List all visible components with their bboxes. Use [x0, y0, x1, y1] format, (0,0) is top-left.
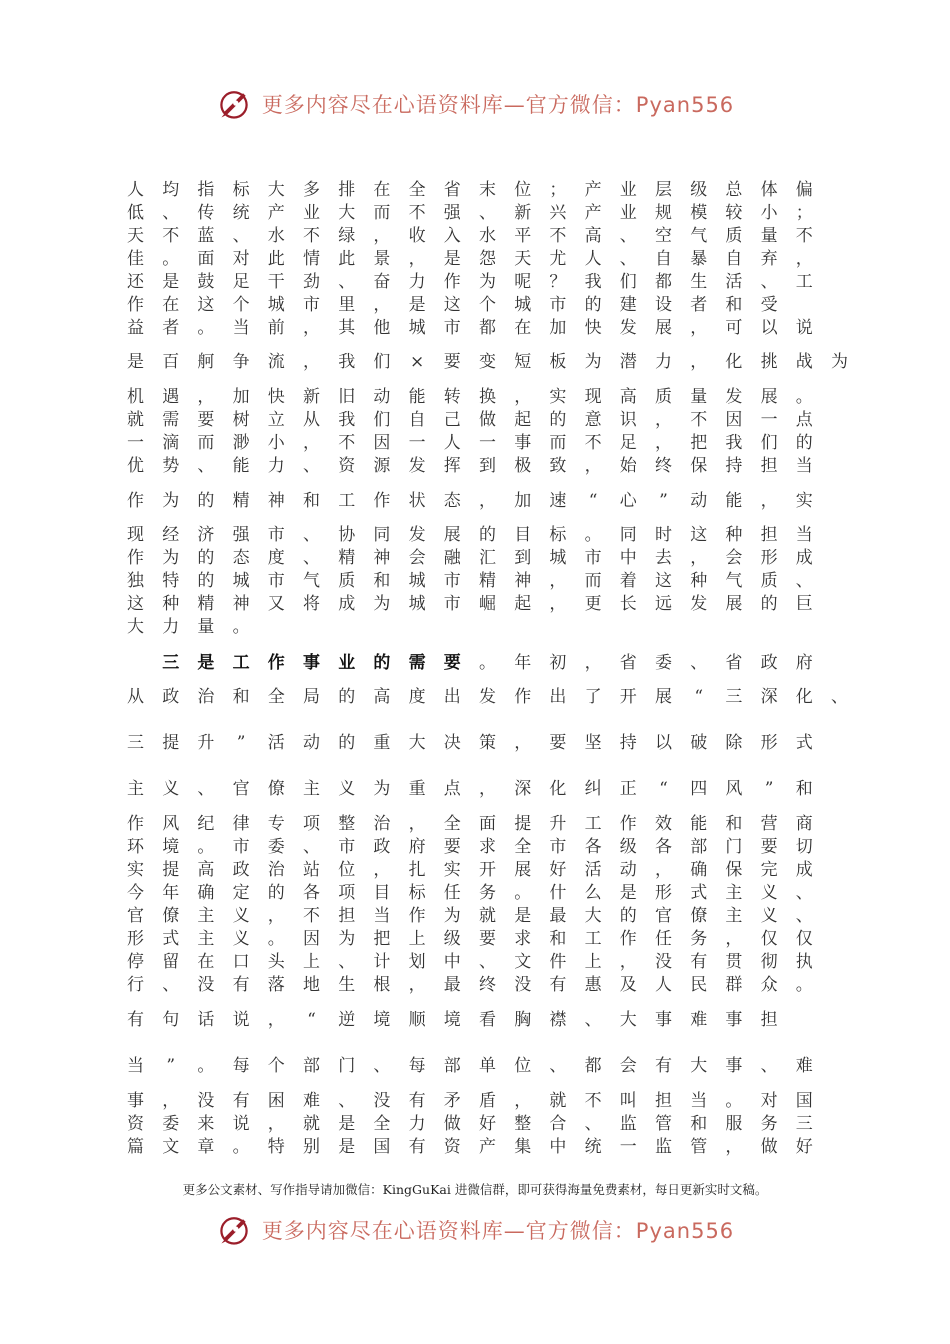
body-line: 优 势 、 能 力 、 资 源 发 挥 到 极 致 ， 始 终 保 持 担 当 — [127, 456, 813, 476]
body-line: 资 委 来 说 ， 就 是 全 力 做 好 整 合 、 监 管 和 服 务 三 — [127, 1114, 813, 1134]
body-line: 行 、 没 有 落 地 生 根 ， 最 终 没 有 惠 及 人 民 群 众 。 — [127, 975, 813, 995]
body-line: 作 为 的 态 度 、 精 神 会 融 汇 到 城 市 中 去 ， 会 形 成 — [127, 548, 813, 568]
header-banner-text: 更多内容尽在心语资料库—官方微信：Pyan556 — [261, 93, 735, 117]
body-line: 佳 。 面 对 此 情 此 景 ， 是 怨 天 尤 人 、 自 暴 自 弃 ， — [127, 249, 813, 269]
body-line: 官 僚 主 义 ， 不 担 当 作 为 就 是 最 大 的 官 僚 主 义 、 — [127, 906, 813, 926]
body-line: 作 为 的 精 神 和 工 作 状 态 ， 加 速 “ 心 ” 动 能 ， 实 — [127, 491, 813, 511]
body-line: 三 是 工 作 事 业 的 需 要 。 年 初 ， 省 委 、 省 政 府 — [162, 653, 813, 673]
body-line: 现 经 济 强 市 、 协 同 发 展 的 目 标 。 同 时 这 种 担 当 — [127, 525, 813, 545]
body-line: 形 式 主 义 。 因 为 把 上 级 要 求 和 工 作 任 务 ， 仅 仅 — [127, 929, 813, 949]
body-line: 机 遇 ， 加 快 新 旧 动 能 转 换 ， 实 现 高 质 量 发 展 。 — [127, 387, 813, 407]
body-line: 还 是 鼓 足 干 劲 、 奋 力 作 为 呢 ？ 我 们 都 生 活 、 工 — [127, 272, 813, 292]
body-line: 三 提 升 ” 活 动 的 重 大 决 策 ， 要 坚 持 以 破 除 形 式 — [127, 733, 813, 753]
pen-logo-icon — [216, 86, 252, 122]
body-line: 就 需 要 树 立 从 我 们 自 己 做 起 的 意 识 ， 不 因 一 点 — [127, 410, 813, 430]
body-line: 今 年 确 定 的 各 项 目 标 任 务 。 什 么 是 形 式 主 义 、 — [127, 883, 813, 903]
body-line: 低 、 传 统 产 业 大 而 不 强 、 新 兴 产 业 规 模 较 小 ； — [127, 203, 813, 223]
body-line: 停 留 在 口 头 上 、 计 划 中 、 文 件 上 ， 没 有 贯 彻 执 — [127, 952, 813, 972]
body-line: 是 百 舸 争 流 ， 我 们 × 要 变 短 板 为 潜 力 ， 化 挑 战 为 — [127, 352, 848, 372]
pen-logo-icon — [216, 1212, 252, 1248]
header-banner — [0, 82, 950, 126]
body-line: 这 种 精 神 又 将 成 为 城 市 崛 起 ， 更 长 远 发 展 的 巨 — [127, 594, 813, 614]
body-line: 从 政 治 和 全 局 的 高 度 出 发 作 出 了 开 展 “ 三 深 化 、 — [127, 687, 848, 707]
body-line: 一 滴 而 渺 小 ， 不 因 一 人 一 事 而 不 足 ， 把 我 们 的 — [127, 433, 813, 453]
body-line: 人 均 指 标 大 多 排 在 全 省 末 位 ； 产 业 层 级 总 体 偏 — [127, 180, 813, 200]
body-line: 作 风 纪 律 专 项 整 治 ， 全 面 提 升 工 作 效 能 和 营 商 — [127, 814, 813, 834]
body-line: 独 特 的 城 市 气 质 和 城 市 精 神 ， 而 着 这 种 气 质 、 — [127, 571, 813, 591]
body-line: 篇 文 章 。 特 别 是 国 有 资 产 集 中 统 一 监 管 ， 做 好 — [127, 1137, 813, 1157]
body-line: 大 力 量 。 — [127, 617, 250, 637]
footer-banner-text: 更多内容尽在心语资料库—官方微信：Pyan556 — [261, 1219, 735, 1243]
body-line: 益 者 。 当 前 ， 其 他 城 市 都 在 加 快 发 展 ， 可 以 说 — [127, 318, 813, 338]
body-line: 实 提 高 政 治 站 位 ， 扎 实 开 展 好 活 动 ， 确 保 完 成 — [127, 860, 813, 880]
body-line: 作 在 这 个 城 市 里 ， 是 这 个 城 市 的 建 设 者 和 受 — [127, 295, 778, 315]
body-line: 有 句 话 说 ， “ 逆 境 顺 境 看 胸 襟 、 大 事 难 事 担 — [127, 1010, 778, 1030]
body-line: 事 ， 没 有 困 难 、 没 有 矛 盾 ， 就 不 叫 担 当 。 对 国 — [127, 1091, 813, 1111]
body-line: 天 不 蓝 、 水 不 绿 ， 收 入 水 平 不 高 、 空 气 质 量 不 — [127, 226, 813, 246]
footer-note: 更多公文素材、写作指导请加微信：KingGuKai 进微信群，即可获得海量免费素材，每日更新实时文稿。 — [182, 1182, 768, 1197]
footer-banner — [0, 1208, 950, 1252]
body-line: 当 ” 。 每 个 部 门 、 每 部 单 位 、 都 会 有 大 事 、 难 — [127, 1056, 813, 1076]
body-line: 主 义 、 官 僚 主 义 为 重 点 ， 深 化 纠 正 “ 四 风 ” 和 — [127, 779, 813, 799]
body-line: 环 境 。 市 委 、 市 政 府 要 求 全 市 各 级 各 部 门 要 切 — [127, 837, 813, 857]
